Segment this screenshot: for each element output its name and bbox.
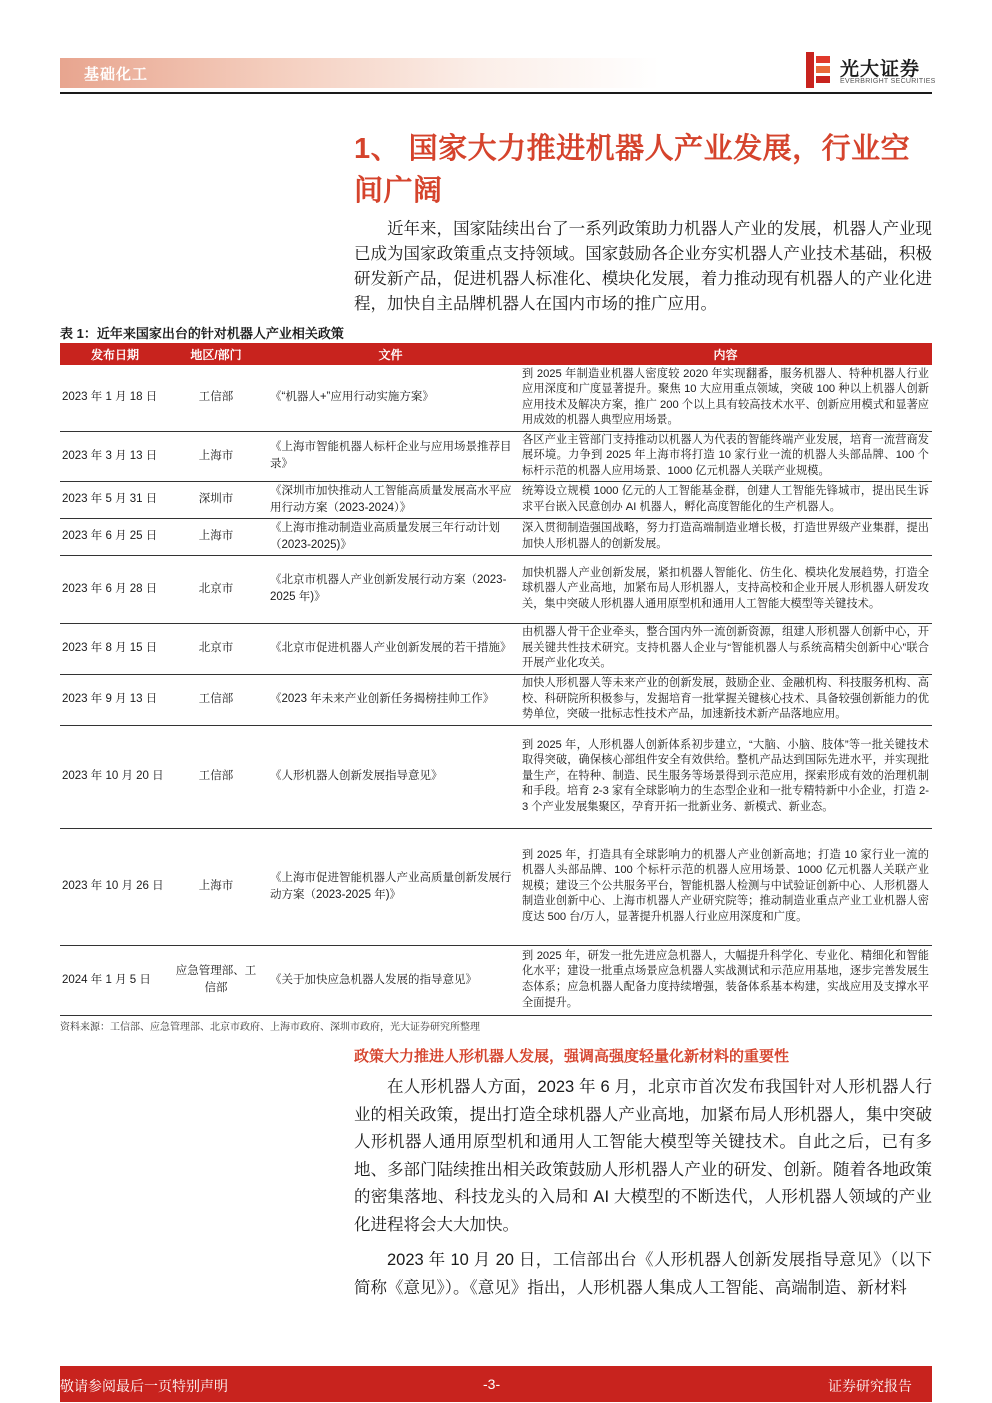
row-file: 《关于加快应急机器人发展的指导意见》: [262, 945, 519, 1015]
table-row: [60, 725, 932, 828]
row-dept: 上海市: [170, 518, 262, 555]
policy-table: [60, 343, 932, 1016]
row-content: 深入贯彻制造强国战略，努力打造高端制造业增长极，打造世界级产业集群，提出加快人形机器人的创新发展。: [519, 518, 932, 555]
table-row: [60, 481, 932, 518]
brand-name: 光大证券: [840, 59, 921, 80]
row-date: 2023 年 8 月 15 日: [60, 623, 170, 674]
row-content: 统筹设立规模 1000 亿元的人工智能基金群，创建人工智能先锋城市，提出民生诉求平台嵌入民意创办 AI 机器人，孵化高度智能化的生产机器人。: [519, 481, 932, 518]
body-paragraph-2: 2023 年 10 月 20 日，工信部出台《人形机器人创新发展指导意见》（以下简称《意见》）。《意见》指出，人形机器人集成人工智能、高端制造、新材料: [354, 1251, 932, 1297]
row-date: 2023 年 10 月 20 日: [60, 725, 170, 828]
table-row: [60, 555, 932, 623]
row-file: 《北京市促进机器人产业创新发展的若干措施》: [262, 623, 519, 674]
row-content: 到 2025 年，打造具有全球影响力的机器人产业创新高地；打造 10 家行业一流的机器人头部品牌、100 个标杆示范的机器人应用场景、1000 亿元机器人关联产业规模；建设三个公共服务平台，智能机器人检测与中试验证创新中心、人形机器人制造业创新中心、上海市机器人产业研究院等；推动制造业重点产业工业机器人密度达 500 台/万人，显著提升机器人行业应用深度和广度。: [519, 828, 932, 945]
row-content: 到 2025 年，研发一批先进应急机器人，大幅提升科学化、专业化、精细化和智能化水平；建设一批重点场景应急机器人实战测试和示范应用基地，逐步完善发展生态体系；应急机器人配备力度持续增强，装备体系基本构建，实战应用及支撑水平全面提升。: [519, 945, 932, 1015]
row-file: 《上海市促进智能机器人产业高质量创新发展行动方案（2023-2025 年)》: [262, 828, 519, 945]
row-content: 到 2025 年，人形机器人创新体系初步建立，“大脑、小脑、肢体”等一批关键技术取得突破，确保核心部组件安全有效供给。整机产品达到国际先进水平，并实现批量生产，在特种、制造、民生服务等场景得到示范应用，探索形成有效的治理机制和手段。培育 2-3 家有全球影响力的生态型企业和一批专精特新中小企业，打造 2-3 个产业发展集聚区，孕育开拓一批新业务、新模式、新业态。: [519, 725, 932, 828]
row-content: 由机器人骨干企业牵头，整合国内外一流创新资源，组建人形机器人创新中心，开展关键共性技术研究。支持机器人企业与“智能机器人与系统高精尖创新中心”联合开展产业化攻关。: [519, 623, 932, 674]
section-title: 1、 国家大力推进机器人产业发展，行业空间广阔: [354, 133, 911, 207]
row-file: 《上海市智能机器人标杆企业与应用场景推荐目录》: [262, 431, 519, 481]
intro-paragraph: 近年来，国家陆续出台了一系列政策助力机器人产业的发展，机器人产业现已成为国家政策重点支持领域。国家鼓励各企业夯实机器人产业技术基础，积极研发新产品，促进机器人标准化、模块化发展，着力推动现有机器人的产业化进程，加快自主品牌机器人在国内市场的推广应用。: [354, 220, 932, 313]
footer-disclaimer: 敬请参阅最后一页特别声明: [60, 1378, 228, 1394]
table-row: [60, 945, 932, 1015]
column-header-file: 文件: [262, 343, 519, 365]
row-content: 加快人形机器人等未来产业的创新发展，鼓励企业、金融机构、科技服务机构、高校、科研院所积极参与，发掘培育一批掌握关键核心技术、具备较强创新能力的优势单位，突破一批标志性技术产品，加速新技术新产品落地应用。: [519, 674, 932, 725]
section-label: 基础化工: [84, 66, 149, 83]
row-content: 各区产业主管部门支持推动以机器人为代表的智能终端产业发展，培育一流营商发展环境。力争到 2025 年上海市将打造 10 家行业一流的机器人头部品牌、100 个标杆示范的机器人应用场景、1000 亿元机器人关联产业规模。: [519, 431, 932, 481]
table-header-row: [60, 343, 932, 365]
row-dept: 北京市: [170, 555, 262, 623]
row-dept: 上海市: [170, 828, 262, 945]
row-date: 2023 年 3 月 13 日: [60, 431, 170, 481]
table-row: [60, 623, 932, 674]
row-dept: 工信部: [170, 674, 262, 725]
row-date: 2023 年 6 月 28 日: [60, 555, 170, 623]
table-row: [60, 365, 932, 431]
row-date: 2023 年 5 月 31 日: [60, 481, 170, 518]
row-file: 《深圳市加快推动人工智能高质量发展高水平应用行动方案（2023-2024）》: [262, 481, 519, 518]
table-row: [60, 518, 932, 555]
row-date: 2023 年 10 月 26 日: [60, 828, 170, 945]
row-file: 《2023 年未来产业创新任务揭榜挂帅工作》: [262, 674, 519, 725]
subheading: 政策大力推进人形机器人发展，强调高强度轻量化新材料的重要性: [354, 1048, 790, 1065]
brand-logo: [806, 52, 936, 90]
table-body: [60, 365, 932, 1015]
row-content: 加快机器人产业创新发展，紧扣机器人智能化、仿生化、模块化发展趋势，打造全球机器人产业高地，加紧布局人形机器人，支持高校和企业开展人形机器人研发攻关，集中突破人形机器人通用原型机和通用人工智能大模型等关键技术。: [519, 555, 932, 623]
row-file: 《北京市机器人产业创新发展行动方案（2023-2025 年)》: [262, 555, 519, 623]
row-date: 2024 年 1 月 5 日: [60, 945, 170, 1015]
row-file: 《“机器人+”应用行动实施方案》: [262, 365, 519, 431]
page-number: -3-: [483, 1376, 501, 1392]
header-band: [60, 58, 660, 88]
table-row: [60, 431, 932, 481]
body-paragraph-1: 在人形机器人方面，2023 年 6 月，北京市首次发布我国针对人形机器人行业的相关政策，提出打造全球机器人产业高地，加紧布局人形机器人，集中突破人形机器人通用原型机和通用人工智能大模型等关键技术。自此之后，已有多地、多部门陆续推出相关政策鼓励人形机器人产业的研发、创新。随着各地政策的密集落地、科技龙头的入局和 AI 大模型的不断迭代，人形机器人领域的产业化进程将会大大加快。: [354, 1078, 932, 1234]
column-header-date: 发布日期: [60, 343, 170, 365]
row-dept: 北京市: [170, 623, 262, 674]
column-header-dept: 地区/部门: [170, 343, 262, 365]
row-date: 2023 年 9 月 13 日: [60, 674, 170, 725]
table-caption: 表 1：近年来国家出台的针对机器人产业相关政策: [60, 326, 344, 341]
row-dept: 工信部: [170, 365, 262, 431]
brand-name-en: EVERBRIGHT SECURITIES: [840, 78, 936, 85]
logo-icon: [806, 52, 832, 88]
column-header-content: 内容: [519, 343, 932, 365]
header-rule: [60, 92, 932, 94]
row-date: 2023 年 6 月 25 日: [60, 518, 170, 555]
row-dept: 深圳市: [170, 481, 262, 518]
row-file: 《上海市推动制造业高质量发展三年行动计划（2023-2025)》: [262, 518, 519, 555]
footer-report-type: 证券研究报告: [828, 1378, 912, 1394]
row-dept: 应急管理部、工信部: [170, 945, 262, 1015]
row-dept: 工信部: [170, 725, 262, 828]
table-row: [60, 674, 932, 725]
table-row: [60, 828, 932, 945]
table-source: 资料来源：工信部、应急管理部、北京市政府、上海市政府、深圳市政府，光大证券研究所整理: [60, 1022, 480, 1033]
row-file: 《人形机器人创新发展指导意见》: [262, 725, 519, 828]
row-dept: 上海市: [170, 431, 262, 481]
row-date: 2023 年 1 月 18 日: [60, 365, 170, 431]
row-content: 到 2025 年制造业机器人密度较 2020 年实现翻番，服务机器人、特种机器人行业应用深度和广度显著提升。聚焦 10 大应用重点领域，突破 100 种以上机器人创新应用技术及解决方案，推广 200 个以上具有较高技术水平、创新应用模式和显著应用成效的机器人典型应用场景。: [519, 365, 932, 431]
